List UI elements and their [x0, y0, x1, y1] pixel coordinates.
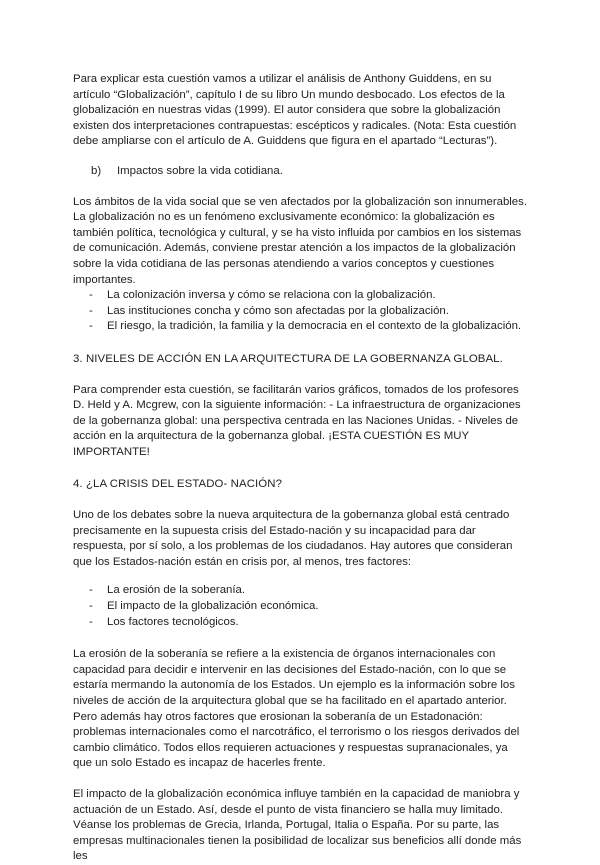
- subsection-b-letter: b): [91, 164, 102, 177]
- erosion-paragraph: La erosión de la soberanía se refiere a la existencia de órganos internacionales con capacidad para decidir e intervenir en las decisiones del Estado-nación, con lo que se estaría mermando la autonomía de los Estados. Un ejemplo es la información sobre los niveles de acción de la arquitectura global que se ha facilitado en el apartado anterior. Pero además hay otros factores que erosionan la soberanía de un Estadonación: problemas internacionales como el narcotráfico, el terrorismo o los riesgos derivados del cambio climático. Todos ellos requieren actuaciones y respuestas supranacionales, ya que un solo Estado es incapaz de hacerles frente.: [73, 648, 520, 770]
- list-item: - La colonización inversa y cómo se relaciona con la globalización.: [73, 288, 529, 304]
- document-body: [73, 72, 529, 865]
- ambitos-paragraph: Los ámbitos de la vida social que se ven afectados por la globalización son innumerables. La globalización no es un fenómeno exclusivamente económico: la globalización es también política, tecnológica y cultural, y se ha visto influida por cambios en los sistemas de comunicación. Además, conviene prestar atención a los impactos de la globalización sobre la vida cotidiana de las personas atendiendo a varios conceptos y cuestiones importantes.: [73, 195, 528, 286]
- list-item: - Los factores tecnológicos.: [73, 615, 529, 631]
- list-item: - El riesgo, la tradición, la familia y la democracia en el contexto de la globalización.: [73, 319, 529, 335]
- intro-paragraph: Para explicar esta cuestión vamos a utilizar el análisis de Anthony Guiddens, en su artículo “Globalización”, capítulo I de su libro Un mundo desbocado. Los efectos de la globalización en nuestras vidas (1999). El autor considera que sobre la globalización existen dos interpretaciones contrapuestas: escépticos y radicales. (Nota: Esta cuestión debe ampliarse con el artículo de A. Guiddens que figura en el apartado “Lecturas”).: [73, 73, 517, 148]
- section4-paragraph: Uno de los debates sobre la nueva arquitectura de la gobernanza global está centrado precisamente en la supuesta crisis del Estado-nación y su incapacidad para dar respuesta, por sí solo, a los problemas de los ciudadanos. Hay autores que consideran que los Estados-nación están en crisis por, al menos, tres factores:: [73, 509, 513, 568]
- list-item: - Las instituciones concha y cómo son afectadas por la globalización.: [73, 304, 529, 320]
- section3-paragraph: Para comprender esta cuestión, se facilitarán varios gráficos, tomados de los profesores D. Held y A. Mcgrew, con la siguiente información: - La infraestructura de organizaciones de la gobernanza global: una perspectiva centrada en las Naciones Unidas. - Niveles de acción en la arquitectura de la gobernanza global. ¡ESTA CUESTIÓN ES MUY IMPORTANTE!: [73, 383, 521, 458]
- list-item: - La erosión de la soberanía.: [73, 583, 529, 599]
- factores-list: [73, 583, 529, 630]
- list-item: - El impacto de la globalización económica.: [73, 599, 529, 615]
- impacto-paragraph: El impacto de la globalización económica influye también en la capacidad de maniobra y actuación de un Estado. Así, desde el punto de vista financiero se halla muy limitado. Véanse los problemas de Grecia, Irlanda, Portugal, Italia o España. Por su parte, las empresas multinacionales tienen la posibilidad de localizar sus beneficios allí donde más les: [73, 787, 522, 863]
- section4-heading: 4. ¿LA CRISIS DEL ESTADO- NACIÓN?: [73, 478, 283, 491]
- impactos-list: [73, 288, 529, 335]
- subsection-b: [91, 164, 529, 180]
- subsection-b-title: Impactos sobre la vida cotidiana.: [117, 164, 283, 177]
- section3-heading: 3. NIVELES DE ACCIÓN EN LA ARQUITECTURA DE LA GOBERNANZA GLOBAL.: [73, 352, 503, 365]
